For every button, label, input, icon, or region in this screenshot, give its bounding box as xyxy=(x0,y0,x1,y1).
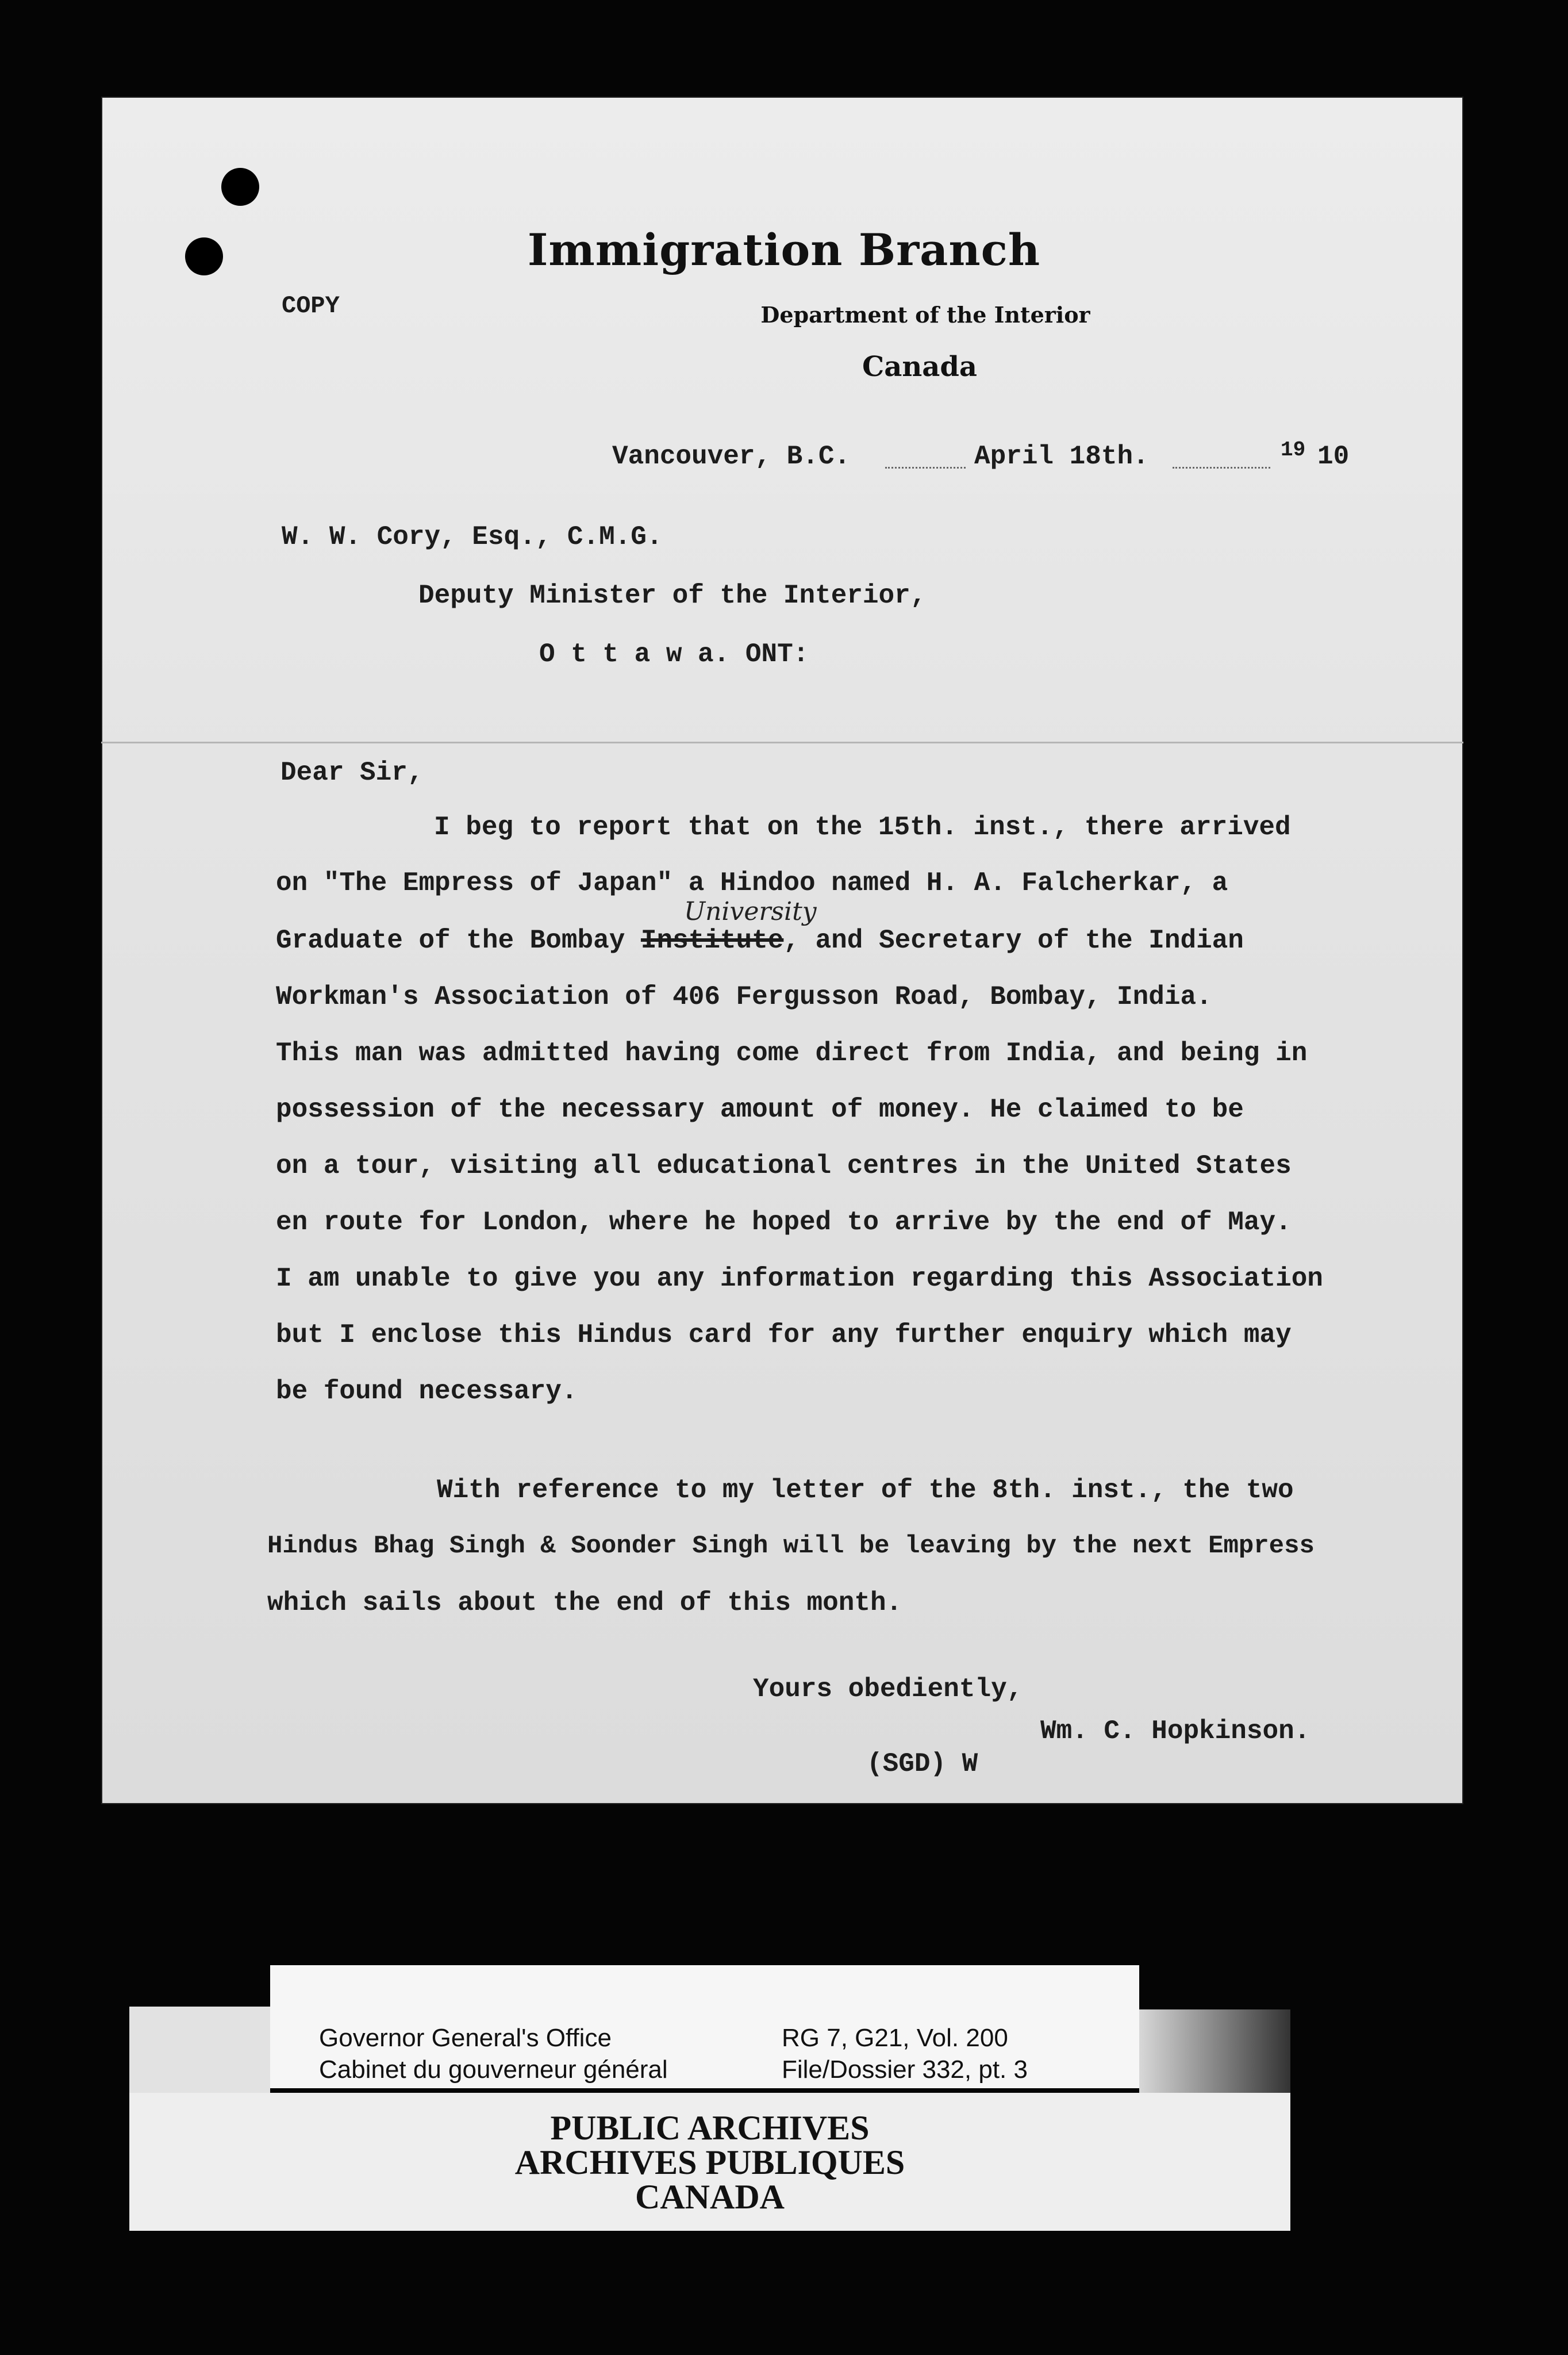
body-line: Workman's Association of 406 Fergusson Road, Bombay, India. xyxy=(276,982,1212,1012)
body-line: on a tour, visiting all educational centres in the United States xyxy=(276,1151,1292,1181)
addressee-city: O t t a w a. ONT: xyxy=(539,639,809,669)
handwritten-insert: University xyxy=(684,897,817,926)
body-line: en route for London, where he hoped to arrive by the end of May. xyxy=(276,1207,1292,1237)
stamp-line-3: CANADA xyxy=(635,2178,785,2216)
dotted-rule xyxy=(885,467,966,469)
letterhead-title: Immigration Branch xyxy=(527,224,1041,275)
body-line: I am unable to give you any information regarding this Association xyxy=(276,1264,1323,1294)
signed-mark: (SGD) W xyxy=(867,1749,978,1779)
paper-fold-line xyxy=(101,742,1463,743)
office-english: Governor General's Office xyxy=(319,2024,612,2052)
office-french: Cabinet du gouverneur général xyxy=(319,2055,668,2084)
stamp-line-2: ARCHIVES PUBLIQUES xyxy=(514,2143,905,2181)
archive-reference: RG 7, G21, Vol. 200 xyxy=(782,2024,1008,2052)
body-line: Hindus Bhag Singh & Soonder Singh will be leaving by the next Empress xyxy=(267,1532,1315,1560)
body-line: but I enclose this Hindus card for any further enquiry which may xyxy=(276,1320,1292,1350)
salutation: Dear Sir, xyxy=(280,758,424,788)
body-line: be found necessary. xyxy=(276,1376,578,1406)
addressee-name: W. W. Cory, Esq., C.M.G. xyxy=(282,522,663,552)
letterhead-department: Department of the Interior xyxy=(760,302,1090,328)
dateline-place: Vancouver, B.C. xyxy=(612,442,851,471)
dateline-year-prefix: 19 xyxy=(1281,438,1306,462)
dateline-year-suffix: 10 xyxy=(1317,442,1350,471)
body-line: This man was admitted having come direct from India, and being in xyxy=(276,1038,1308,1068)
archive-file: File/Dossier 332, pt. 3 xyxy=(782,2055,1028,2084)
body-line: on "The Empress of Japan" a Hindoo named H. A. Falcherkar, a xyxy=(276,868,1228,898)
punch-hole-icon xyxy=(221,168,259,206)
body-line: With reference to my letter of the 8th. inst., the two xyxy=(437,1475,1294,1505)
signature: Wm. C. Hopkinson. xyxy=(1040,1716,1310,1746)
closing: Yours obediently, xyxy=(753,1674,1023,1704)
body-line: I beg to report that on the 15th. inst., there arrived xyxy=(434,812,1291,842)
addressee-title: Deputy Minister of the Interior, xyxy=(418,581,927,611)
copy-mark: COPY xyxy=(282,292,340,320)
body-line xyxy=(276,926,1244,956)
stamp-line-1: PUBLIC ARCHIVES xyxy=(550,2109,870,2147)
body-line: which sails about the end of this month. xyxy=(267,1588,902,1618)
body-line: possession of the necessary amount of money. He claimed to be xyxy=(276,1095,1244,1125)
body-line-end: , and Secretary of the Indian xyxy=(783,926,1244,956)
dotted-rule xyxy=(1173,467,1270,469)
body-line-start: Graduate of the Bombay xyxy=(276,926,641,956)
letterhead-country: Canada xyxy=(862,351,977,383)
struck-word: Institute xyxy=(640,926,784,956)
dateline-date: April 18th. xyxy=(974,442,1149,471)
